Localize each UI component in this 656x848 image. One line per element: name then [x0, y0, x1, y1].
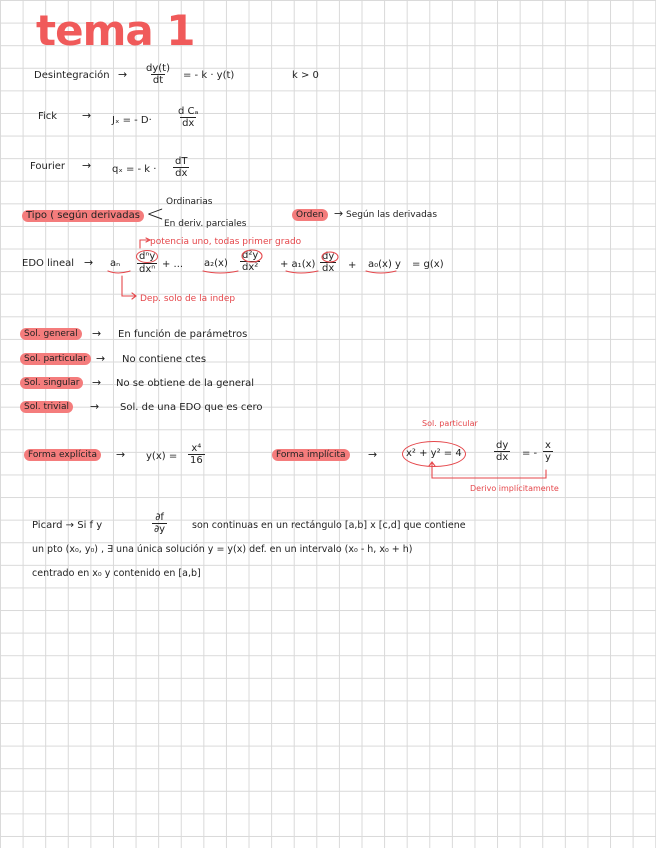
underline-a2: [203, 271, 238, 273]
fraction-denominator: y: [545, 452, 551, 463]
edo-label: EDO lineal: [22, 258, 75, 269]
arrow-icon: →: [82, 109, 92, 122]
fraction-numerator: x⁴: [191, 443, 202, 454]
fraction-denominator: dx: [175, 168, 188, 179]
edo-a1: + a₁(x): [280, 259, 316, 270]
underline-a1: [286, 271, 318, 273]
edo-rhs: = g(x): [412, 259, 444, 270]
fraction-denominator: dxⁿ: [139, 264, 156, 275]
sol-particular-note: Sol. particular: [422, 419, 478, 428]
picard-line3: centrado en x₀ y contenido en [a,b]: [32, 568, 201, 579]
ordinarias-label: Ordinarias: [166, 197, 213, 207]
fraction-denominator: dx: [496, 452, 509, 463]
arrow-icon: →: [116, 448, 126, 461]
picard-line1b: son continuas en un rectángulo [a,b] x [c,d] que contiene: [192, 520, 466, 531]
fraction-numerator: dy: [322, 251, 335, 262]
fick-label: Fick: [38, 111, 58, 122]
brace-icon: <: [146, 202, 165, 227]
picard-line1a: Picard → Si f y: [32, 520, 103, 531]
circle-d2y: [242, 250, 262, 262]
sol-singular-text: No se obtiene de la general: [116, 378, 255, 389]
fraction-numerator: dT: [175, 156, 188, 167]
sol-particular-label: Sol. particular: [20, 353, 91, 365]
underline-a0: [366, 271, 396, 273]
fraction-numerator: d²y: [242, 250, 259, 261]
edo-dots: + ...: [162, 259, 184, 270]
sol-trivial-label: Sol. trivial: [20, 401, 73, 413]
fick-lhs: Jₓ = - D·: [112, 115, 152, 126]
underline-an: [108, 271, 130, 273]
fraction-numerator: x: [545, 440, 551, 451]
derivo-note: Derivo implícitamente: [470, 484, 559, 493]
parciales-label: En deriv. parciales: [164, 219, 247, 229]
fraction-numerator: d Cₐ: [178, 106, 199, 117]
forma-implicita-label: Forma implícita: [272, 449, 350, 461]
arrow-icon: →: [118, 68, 128, 81]
forma-explicita-label: Forma explícita: [24, 449, 101, 461]
fourier-label: Fourier: [30, 161, 66, 172]
edo-note-top: potencia uno, todas primer grado: [150, 237, 302, 247]
arrow-icon: →: [84, 256, 94, 269]
sol-singular-label: Sol. singular: [20, 377, 83, 389]
fraction-denominator: 16: [190, 455, 203, 466]
sol-trivial-text: Sol. de una EDO que es cero: [120, 402, 263, 413]
orden-text: Según las derivadas: [346, 210, 438, 220]
fraction-denominator: dx: [182, 118, 195, 129]
fraction-denominator: dt: [152, 75, 164, 86]
fraction-numerator: ∂f: [155, 512, 164, 523]
desintegracion-condition: k > 0: [292, 70, 319, 81]
forma-implicita-expression: x² + y² = 4: [402, 441, 466, 467]
sol-general-text: En función de parámetros: [118, 329, 248, 340]
deriv-equals: = -: [522, 448, 538, 459]
picard-line2: un pto (x₀, y₀) , ∃ una única solución y = y(x) def. en un intervalo (x₀ - h, x₀ + h): [32, 544, 413, 555]
arrow-icon: →: [82, 159, 92, 172]
desintegracion-label: Desintegración: [34, 70, 110, 81]
edo-a2: a₂(x): [204, 258, 228, 269]
note-bracket-bottom: [122, 276, 136, 296]
fraction-numerator: dy: [496, 440, 509, 451]
arrow-icon: →: [90, 400, 100, 413]
fraction-numerator: dⁿy: [136, 250, 158, 263]
fourier-lhs: qₓ = - k ·: [112, 164, 157, 175]
page-title: tema 1: [36, 6, 195, 55]
sol-particular-text: No contiene ctes: [122, 354, 207, 365]
forma-explicita-lhs: y(x) =: [146, 451, 178, 462]
arrow-icon: →: [92, 376, 102, 389]
tipo-label: Tipo ( según derivadas: [26, 210, 140, 221]
arrow-icon: →: [96, 352, 106, 365]
derivo-bracket: [432, 462, 546, 478]
fraction-denominator: ∂y: [154, 524, 166, 535]
edo-a0: a₀(x) y: [368, 259, 401, 270]
edo-note-bottom: Dep. solo de la indep: [140, 294, 236, 304]
arrow-icon: →: [334, 207, 344, 220]
sol-general-label: Sol. general: [20, 328, 82, 340]
fraction-denominator: dx²: [242, 262, 259, 273]
fraction-denominator: dx: [322, 263, 335, 274]
orden-highlight: Orden: [292, 209, 328, 221]
circle-dy: [322, 252, 338, 262]
arrow-icon: →: [368, 448, 378, 461]
plus-sign: +: [348, 260, 357, 271]
edo-an: aₙ: [110, 258, 121, 269]
fraction-numerator: dy(t): [146, 63, 170, 74]
desintegracion-rhs: = - k · y(t): [183, 70, 235, 81]
arrow-icon: →: [92, 327, 102, 340]
